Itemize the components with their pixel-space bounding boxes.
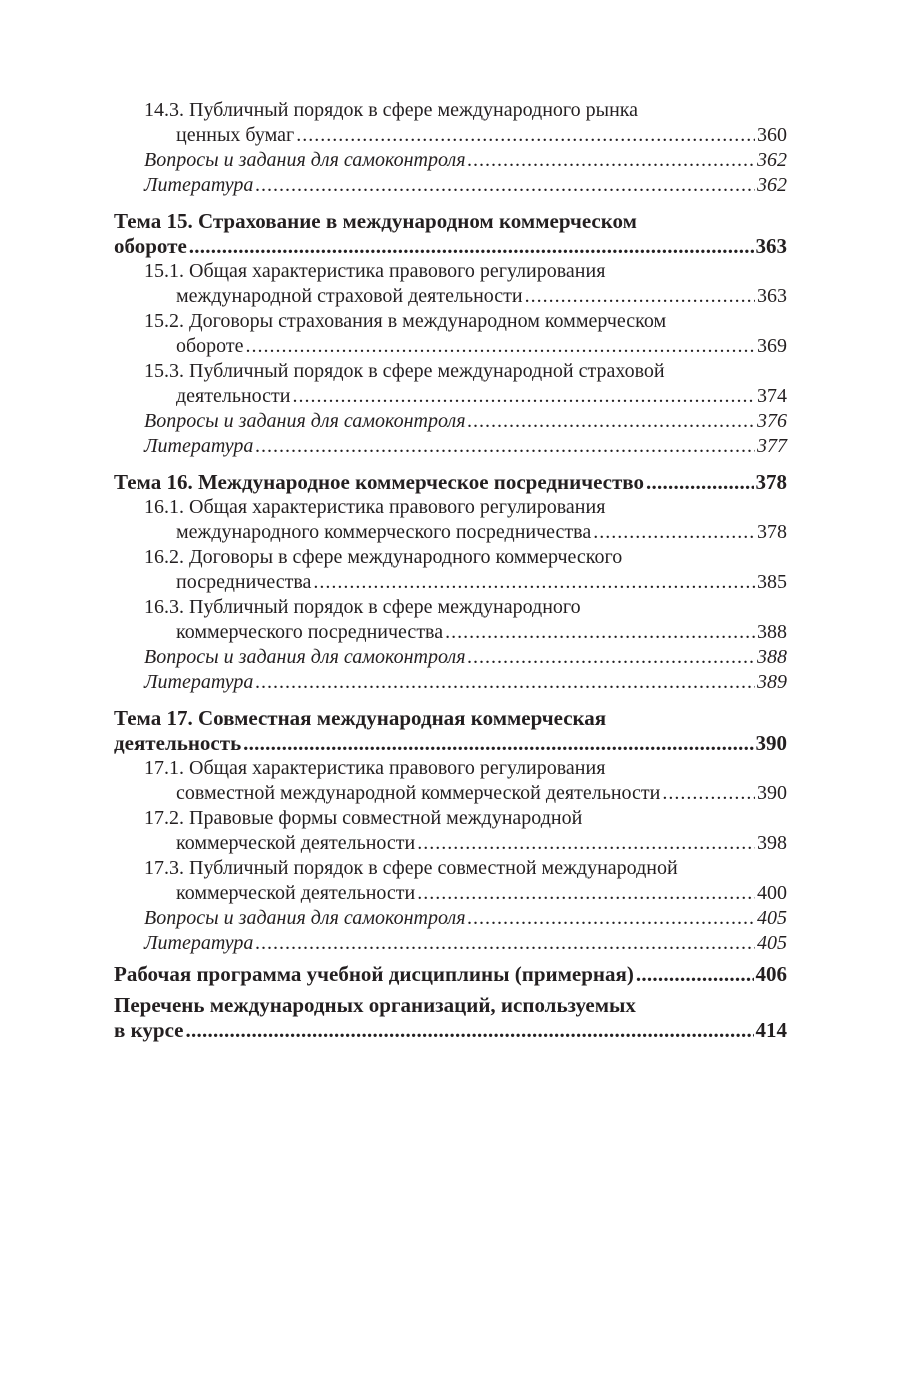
dot-leader	[293, 384, 756, 409]
dot-leader	[255, 670, 755, 695]
entry-title: 14.3. Публичный порядок в сфере международного рынка	[144, 99, 639, 121]
page-number: 374	[757, 385, 787, 407]
page-number: 362	[757, 149, 787, 171]
entry-title: 15.3. Публичный порядок в сфере международной страховой	[144, 360, 665, 382]
toc-entry-literature-15[interactable]	[114, 434, 787, 459]
entry-title-cont: совместной международной коммерческой деятельности	[176, 782, 661, 804]
page-number: 405	[757, 932, 787, 954]
entry-title-cont: коммерческой деятельности	[176, 882, 416, 904]
page-number: 390	[755, 731, 787, 755]
dot-leader	[636, 962, 754, 987]
toc-entry-14-3[interactable]	[114, 98, 787, 148]
dot-leader	[525, 284, 755, 309]
entry-title: Вопросы и задания для самоконтроля	[144, 907, 466, 929]
page-number: 389	[757, 671, 787, 693]
entry-title-cont: ценных бумаг	[176, 124, 295, 146]
toc-entry-15-1[interactable]	[114, 259, 787, 309]
toc-entry-questions-17[interactable]	[114, 906, 787, 931]
entry-title-cont: коммерческой деятельности	[176, 832, 416, 854]
toc-entry-questions-14[interactable]	[114, 148, 787, 173]
chapter-title: Тема 16. Международное коммерческое посредничество	[114, 470, 644, 494]
entry-title: Литература	[144, 174, 254, 196]
chapter-title-cont: деятельность	[114, 731, 242, 755]
dot-leader	[185, 1018, 753, 1043]
page-number: 388	[757, 646, 787, 668]
entry-title: Вопросы и задания для самоконтроля	[144, 410, 466, 432]
entry-title: 16.2. Договоры в сфере международного коммерческого	[144, 546, 623, 568]
toc-entry-15-2[interactable]	[114, 309, 787, 359]
dot-leader	[468, 645, 755, 670]
toc-entry-questions-16[interactable]	[114, 645, 787, 670]
toc-entry-16-3[interactable]	[114, 595, 787, 645]
toc-entry-17-1[interactable]	[114, 756, 787, 806]
dot-leader	[417, 831, 755, 856]
dot-leader	[296, 123, 755, 148]
page-number: 378	[757, 521, 787, 543]
page-number: 360	[757, 124, 787, 146]
chapter-title: Тема 15. Страхование в международном коммерческом	[114, 209, 637, 233]
page-number: 414	[755, 1018, 787, 1042]
entry-title: 17.3. Публичный порядок в сфере совместной международной	[144, 857, 678, 879]
dot-leader	[468, 148, 755, 173]
page-number: 398	[757, 832, 787, 854]
page-number: 385	[757, 571, 787, 593]
dot-leader	[313, 570, 755, 595]
page-number: 363	[757, 285, 787, 307]
page-number: 378	[755, 470, 787, 494]
toc-entry-literature-17[interactable]	[114, 931, 787, 956]
page-number: 377	[757, 435, 787, 457]
chapter-title: Тема 17. Совместная международная коммерческая	[114, 706, 607, 730]
entry-title-cont: международного коммерческого посредничества	[176, 521, 592, 543]
entry-title: 16.3. Публичный порядок в сфере международного	[144, 596, 581, 618]
entry-title-cont: деятельности	[176, 385, 291, 407]
toc-entry-16-2[interactable]	[114, 545, 787, 595]
dot-leader	[417, 881, 755, 906]
dot-leader	[445, 620, 755, 645]
entry-title: 15.1. Общая характеристика правового регулирования	[144, 260, 606, 282]
dot-leader	[255, 931, 755, 956]
page-number: 406	[755, 962, 787, 986]
entry-title-cont: коммерческого посредничества	[176, 621, 444, 643]
toc-chapter-16[interactable]	[114, 470, 787, 495]
page-number: 363	[755, 234, 787, 258]
dot-leader	[243, 731, 753, 756]
toc-entry-questions-15[interactable]	[114, 409, 787, 434]
page-number: 362	[757, 174, 787, 196]
dot-leader	[468, 409, 755, 434]
entry-title: 16.1. Общая характеристика правового регулирования	[144, 496, 606, 518]
entry-title: Литература	[144, 671, 254, 693]
entry-title: 17.1. Общая характеристика правового регулирования	[144, 757, 606, 779]
toc-entry-literature-14[interactable]	[114, 173, 787, 198]
entry-title-cont: международной страховой деятельности	[176, 285, 523, 307]
toc-entry-17-2[interactable]	[114, 806, 787, 856]
entry-title: 15.2. Договоры страхования в международном коммерческом	[144, 310, 667, 332]
dot-leader	[246, 334, 755, 359]
dot-leader	[468, 906, 755, 931]
toc-entry-17-3[interactable]	[114, 856, 787, 906]
chapter-title-cont: обороте	[114, 234, 187, 258]
chapter-title-cont: в курсе	[114, 1018, 184, 1042]
page-number: 376	[757, 410, 787, 432]
toc-entry-literature-16[interactable]	[114, 670, 787, 695]
toc-chapter-15[interactable]	[114, 209, 787, 259]
entry-title: Вопросы и задания для самоконтроля	[144, 149, 466, 171]
page-number: 400	[757, 882, 787, 904]
dot-leader	[593, 520, 755, 545]
entry-title: Литература	[144, 932, 254, 954]
dot-leader	[255, 434, 755, 459]
toc-organizations-list[interactable]	[114, 993, 787, 1043]
page-number: 388	[757, 621, 787, 643]
entry-title: 17.2. Правовые формы совместной международной	[144, 807, 583, 829]
dot-leader	[646, 470, 754, 495]
chapter-title: Рабочая программа учебной дисциплины (примерная)	[114, 962, 634, 986]
dot-leader	[255, 173, 755, 198]
toc-entry-16-1[interactable]	[114, 495, 787, 545]
table-of-contents	[114, 98, 787, 1043]
page-number: 405	[757, 907, 787, 929]
toc-chapter-17[interactable]	[114, 706, 787, 756]
page-number: 390	[757, 782, 787, 804]
entry-title: Вопросы и задания для самоконтроля	[144, 646, 466, 668]
entry-title-cont: посредничества	[176, 571, 312, 593]
toc-entry-15-3[interactable]	[114, 359, 787, 409]
toc-work-program[interactable]	[114, 962, 787, 987]
dot-leader	[662, 781, 755, 806]
dot-leader	[189, 234, 754, 259]
chapter-title: Перечень международных организаций, используемых	[114, 993, 636, 1017]
page-number: 369	[757, 335, 787, 357]
entry-title: Литература	[144, 435, 254, 457]
entry-title-cont: обороте	[176, 335, 244, 357]
